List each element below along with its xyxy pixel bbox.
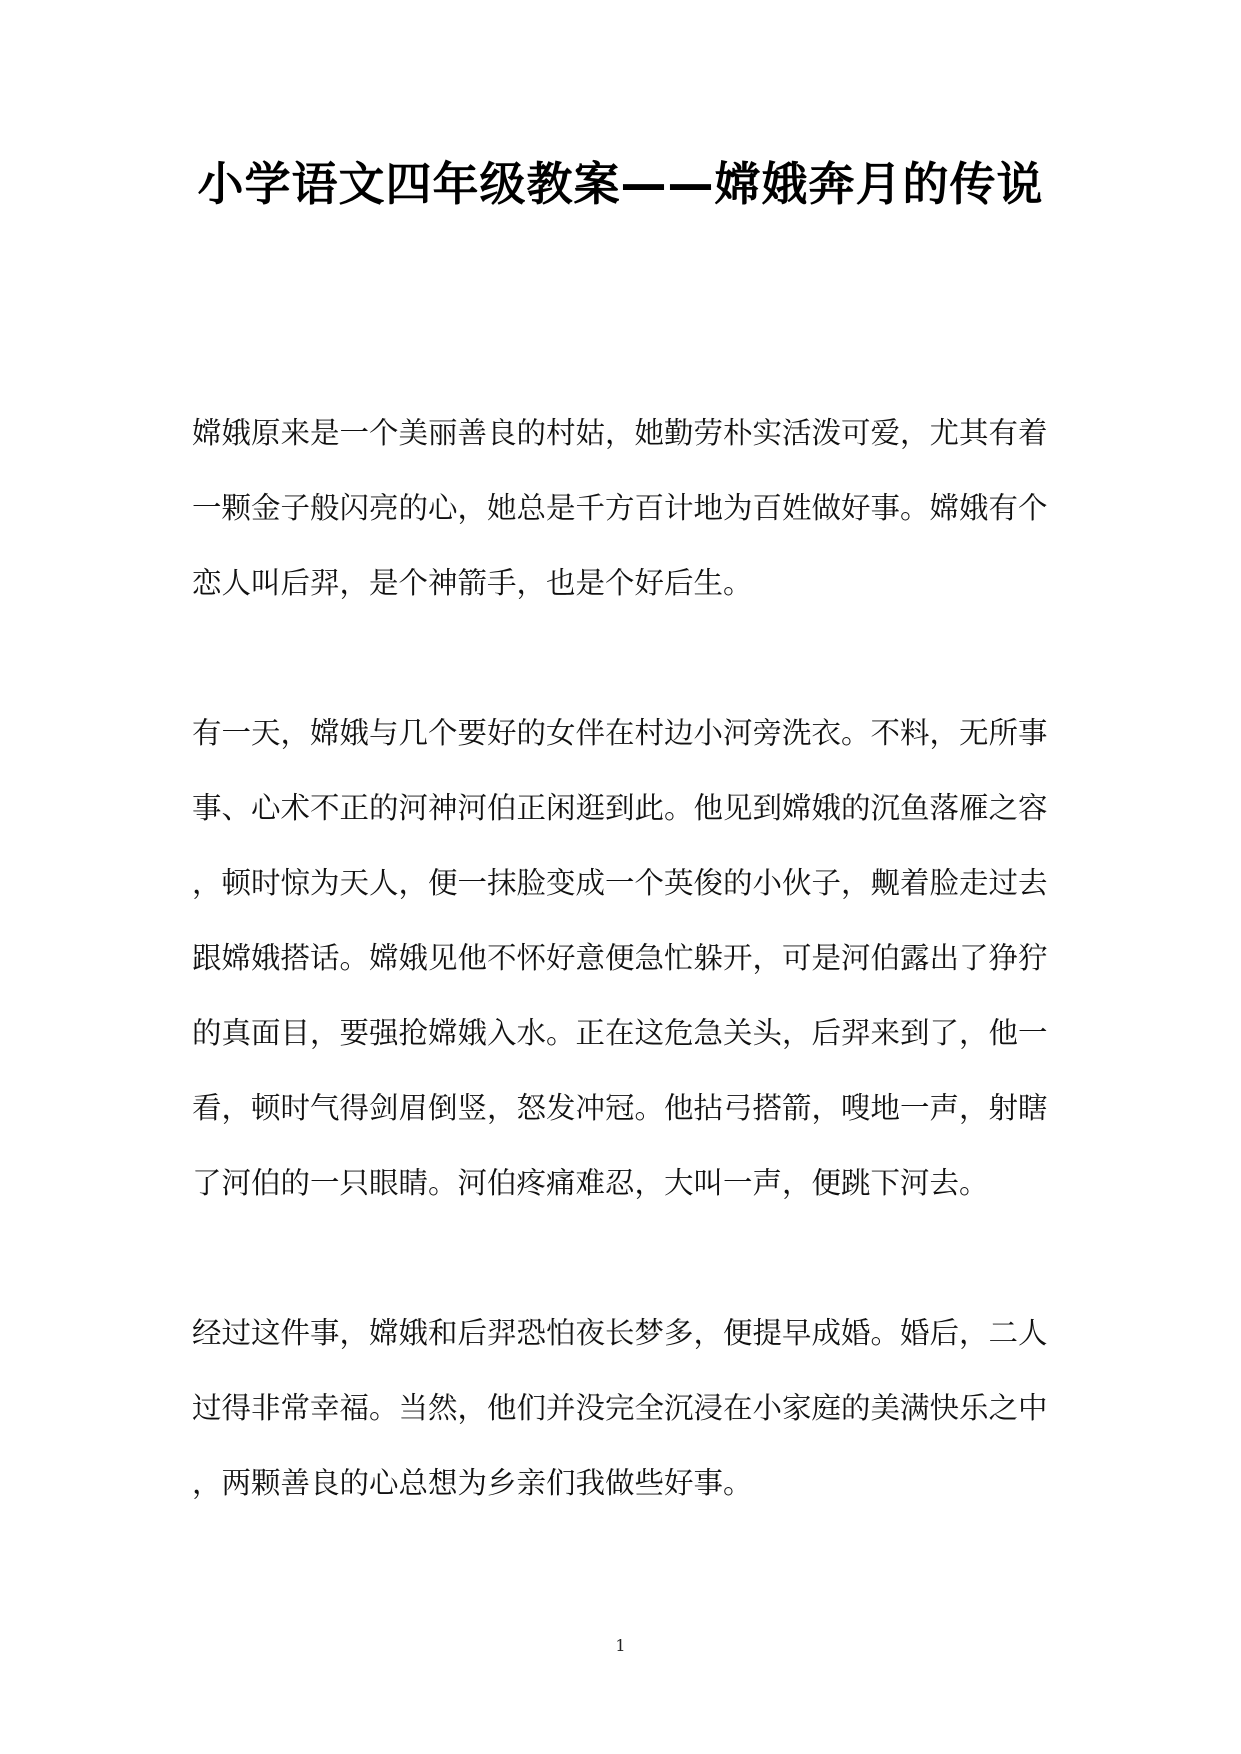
paragraph-line: 的真面目，要强抢嫦娥入水。正在这危急关头，后羿来到了，他一 [192,1016,1048,1050]
paragraph-line: 经过这件事，嫦娥和后羿恐怕夜长梦多，便提早成婚。婚后，二人 [192,1316,1048,1350]
paragraph-line: 嫦娥原来是一个美丽善良的村姑，她勤劳朴实活泼可爱，尤其有着 [192,416,1048,450]
paragraph-line: 事、心术不正的河神河伯正闲逛到此。他见到嫦娥的沉鱼落雁之容 [192,791,1048,825]
paragraph-line: ，顿时惊为天人，便一抹脸变成一个英俊的小伙子，觍着脸走过去 [192,866,1048,900]
paragraph-line: 了河伯的一只眼睛。河伯疼痛难忍，大叫一声，便跳下河去。 [192,1166,989,1200]
paragraph-line: 一颗金子般闪亮的心，她总是千方百计地为百姓做好事。嫦娥有个 [192,491,1048,525]
paragraph-line: 有一天，嫦娥与几个要好的女伴在村边小河旁洗衣。不料，无所事 [192,716,1048,750]
paragraph-line: 看，顿时气得剑眉倒竖，怒发冲冠。他拈弓搭箭，嗖地一声，射瞎 [192,1091,1048,1125]
paragraph-line: 恋人叫后羿，是个神箭手，也是个好后生。 [192,566,753,600]
paragraph-line: 跟嫦娥搭话。嫦娥见他不怀好意便急忙躲开，可是河伯露出了狰狞 [192,941,1048,975]
paragraph-line: ，两颗善良的心总想为乡亲们我做些好事。 [192,1466,753,1500]
document-title: 小学语文四年级教案——嫦娥奔月的传说 [197,157,1044,211]
paragraph-line: 过得非常幸福。当然，他们并没完全沉浸在小家庭的美满快乐之中 [192,1391,1048,1425]
page-number: 1 [615,1636,626,1655]
